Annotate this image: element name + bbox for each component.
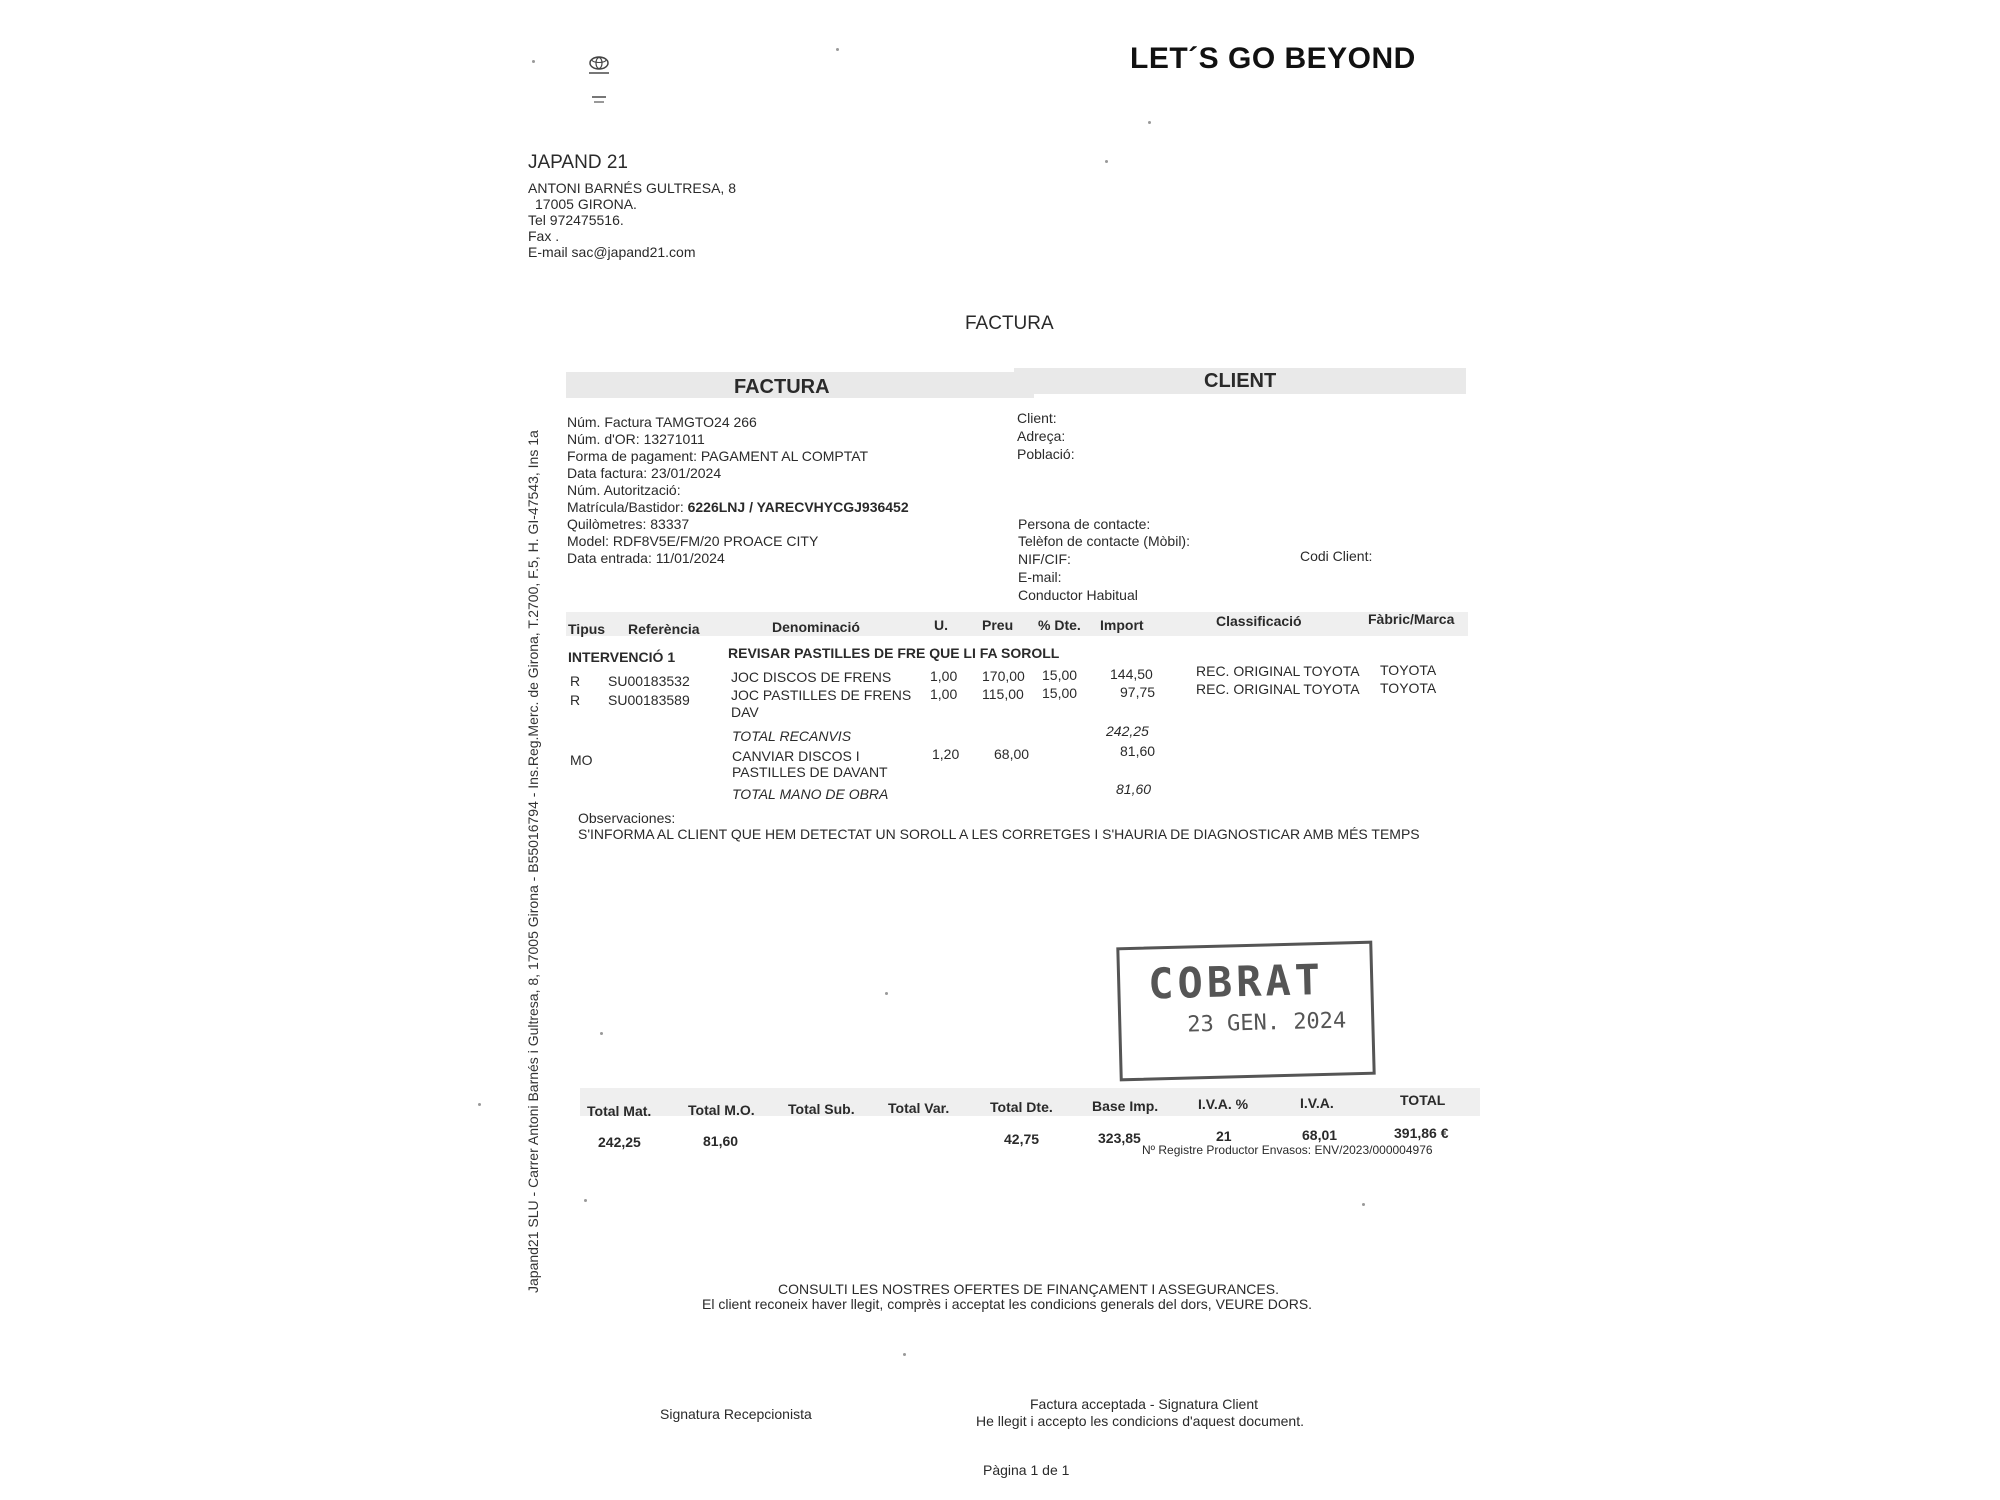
row-units: 1,00 xyxy=(930,668,958,684)
row-import: 144,50 xyxy=(1110,666,1153,682)
company-fax: Fax . xyxy=(528,228,560,244)
company-name: JAPAND 21 xyxy=(528,152,628,173)
company-tel: Tel 972475516. xyxy=(528,212,624,228)
plate-chassis-label: Matrícula/Bastidor: xyxy=(567,499,684,515)
row-type: R xyxy=(570,692,581,708)
totals-value: 391,86 € xyxy=(1394,1125,1449,1141)
row-denomination: CANVIAR DISCOS I xyxy=(732,748,860,764)
row-units: 1,00 xyxy=(930,686,958,702)
slogan: LET´S GO BEYOND xyxy=(1130,42,1416,75)
observations-label: Observaciones: xyxy=(578,810,676,826)
table-header-band xyxy=(566,612,1468,636)
toyota-logo-icon xyxy=(583,52,615,106)
terms-acceptance-text: El client reconeix haver llegit, comprès i acceptat les condicions generals del dors, VEURE DORS. xyxy=(702,1296,1313,1312)
totals-label: I.V.A. xyxy=(1300,1095,1334,1111)
row-discount: 15,00 xyxy=(1042,667,1078,683)
row-import: 97,75 xyxy=(1120,684,1156,700)
col-import: Import xyxy=(1100,617,1144,633)
col-fabric-marca: Fàbric/Marca xyxy=(1368,611,1455,627)
row-denomination: JOC DISCOS DE FRENS xyxy=(731,669,892,685)
totals-label: Total Dte. xyxy=(990,1099,1053,1115)
totals-label: Total M.O. xyxy=(688,1102,755,1118)
intervention-description: REVISAR PASTILLES DE FRE QUE LI FA SOROLL xyxy=(728,645,1060,661)
invoice-date: Data factura: 23/01/2024 xyxy=(567,465,722,481)
vehicle-model: Model: RDF8V5E/FM/20 PROACE CITY xyxy=(567,533,819,549)
row-brand: TOYOTA xyxy=(1380,662,1437,678)
invoice-number: Núm. Factura TAMGTO24 266 xyxy=(567,414,757,430)
col-classificacio: Classificació xyxy=(1216,613,1302,629)
stamp-title: COBRAT xyxy=(1147,954,1325,1009)
row-price: 115,00 xyxy=(982,686,1024,702)
nif-label: NIF/CIF: xyxy=(1018,551,1071,567)
packaging-registry: Nº Registre Productor Envasos: ENV/2023/000004976 xyxy=(1142,1143,1433,1157)
client-label: Client: xyxy=(1017,410,1057,426)
client-email-label: E-mail: xyxy=(1018,569,1062,585)
total-labour-label: TOTAL MANO DE OBRA xyxy=(732,786,889,802)
row-classification: REC. ORIGINAL TOYOTA xyxy=(1196,663,1360,679)
total-labour-value: 81,60 xyxy=(1116,781,1152,797)
col-tipus: Tipus xyxy=(568,621,606,637)
payment-method: Forma de pagament: PAGAMENT AL COMPTAT xyxy=(567,448,869,464)
row-reference: SU00183589 xyxy=(608,692,690,708)
company-legal-side-text: Japand21 SLU - Carrer Antoni Barnés i Gultresa, 8, 17005 Girona - B55016794 - Ins.Reg.Merc. de Girona, T.2700, F.5, H. GI-47543, Ins 1a xyxy=(525,430,541,1293)
totals-label: Base Imp. xyxy=(1092,1098,1159,1114)
row-brand: TOYOTA xyxy=(1380,680,1437,696)
client-signature-note: He llegit i accepto les condicions d'aquest document. xyxy=(976,1413,1304,1429)
company-city: 17005 GIRONA. xyxy=(535,196,637,212)
row-discount: 15,00 xyxy=(1042,685,1078,701)
paid-stamp xyxy=(1116,941,1375,1082)
totals-value: 68,01 xyxy=(1302,1127,1338,1143)
totals-label: TOTAL xyxy=(1400,1092,1446,1108)
totals-label: Total Var. xyxy=(888,1100,950,1116)
totals-label: I.V.A. % xyxy=(1198,1096,1249,1112)
col-u: U. xyxy=(934,617,948,633)
col-dte: % Dte. xyxy=(1038,617,1081,633)
total-parts-value: 242,25 xyxy=(1106,723,1149,739)
col-preu: Preu xyxy=(982,617,1014,633)
client-section-title: CLIENT xyxy=(1204,370,1277,392)
authorization-number: Núm. Autorització: xyxy=(567,482,681,498)
receptionist-signature-label: Signatura Recepcionista xyxy=(660,1406,812,1422)
totals-value: 242,25 xyxy=(598,1134,641,1150)
invoice-section-title: FACTURA xyxy=(734,376,830,398)
stamp-date: 23 GEN. 2024 xyxy=(1187,1008,1347,1038)
plate-chassis xyxy=(567,499,909,515)
row-reference: SU00183532 xyxy=(608,673,690,689)
row-denomination-cont: DAV xyxy=(731,704,759,720)
total-parts-label: TOTAL RECANVIS xyxy=(732,728,852,744)
totals-label: Total Sub. xyxy=(788,1101,855,1117)
row-import: 81,60 xyxy=(1120,743,1156,759)
row-price: 68,00 xyxy=(994,746,1030,762)
page-number: Pàgina 1 de 1 xyxy=(983,1462,1070,1478)
usual-driver-label: Conductor Habitual xyxy=(1018,587,1138,603)
company-address: ANTONI BARNÉS GULTRESA, 8 xyxy=(528,180,736,196)
document-title: FACTURA xyxy=(965,313,1054,334)
totals-value: 81,60 xyxy=(703,1133,739,1149)
col-referencia: Referència xyxy=(628,621,700,637)
company-email: E-mail sac@japand21.com xyxy=(528,244,696,260)
row-denomination: JOC PASTILLES DE FRENS xyxy=(731,687,912,703)
totals-value: 42,75 xyxy=(1004,1131,1040,1147)
row-type: MO xyxy=(570,752,593,768)
contact-person-label: Persona de contacte: xyxy=(1018,516,1151,532)
entry-date: Data entrada: 11/01/2024 xyxy=(567,550,725,566)
client-code-label: Codi Client: xyxy=(1300,548,1373,564)
client-signature-label: Factura acceptada - Signatura Client xyxy=(1030,1396,1259,1412)
intervention-number: INTERVENCIÓ 1 xyxy=(568,649,676,665)
totals-value: 323,85 xyxy=(1098,1130,1141,1146)
contact-phone-label: Telèfon de contacte (Mòbil): xyxy=(1018,533,1190,549)
plate-chassis-value: 6226LNJ / YARECVHYCGJ936452 xyxy=(687,499,909,515)
row-type: R xyxy=(570,673,581,689)
row-denomination-cont: PASTILLES DE DAVANT xyxy=(732,764,888,780)
client-address-label: Adreça: xyxy=(1017,428,1066,444)
client-town-label: Població: xyxy=(1017,446,1075,462)
totals-value: 21 xyxy=(1216,1128,1232,1144)
financing-offers-text: CONSULTI LES NOSTRES OFERTES DE FINANÇAMENT I ASSEGURANCES. xyxy=(778,1281,1279,1297)
kilometres: Quilòmetres: 83337 xyxy=(567,516,690,532)
row-price: 170,00 xyxy=(982,668,1025,684)
observations-text: S'INFORMA AL CLIENT QUE HEM DETECTAT UN SOROLL A LES CORRETGES I S'HAURIA DE DIAGNOSTICAR AMB MÉS TEMPS xyxy=(578,826,1420,842)
col-denominacio: Denominació xyxy=(772,619,860,635)
order-number: Núm. d'OR: 13271011 xyxy=(567,431,705,447)
totals-label: Total Mat. xyxy=(587,1103,652,1119)
row-units: 1,20 xyxy=(932,746,960,762)
row-classification: REC. ORIGINAL TOYOTA xyxy=(1196,681,1360,697)
